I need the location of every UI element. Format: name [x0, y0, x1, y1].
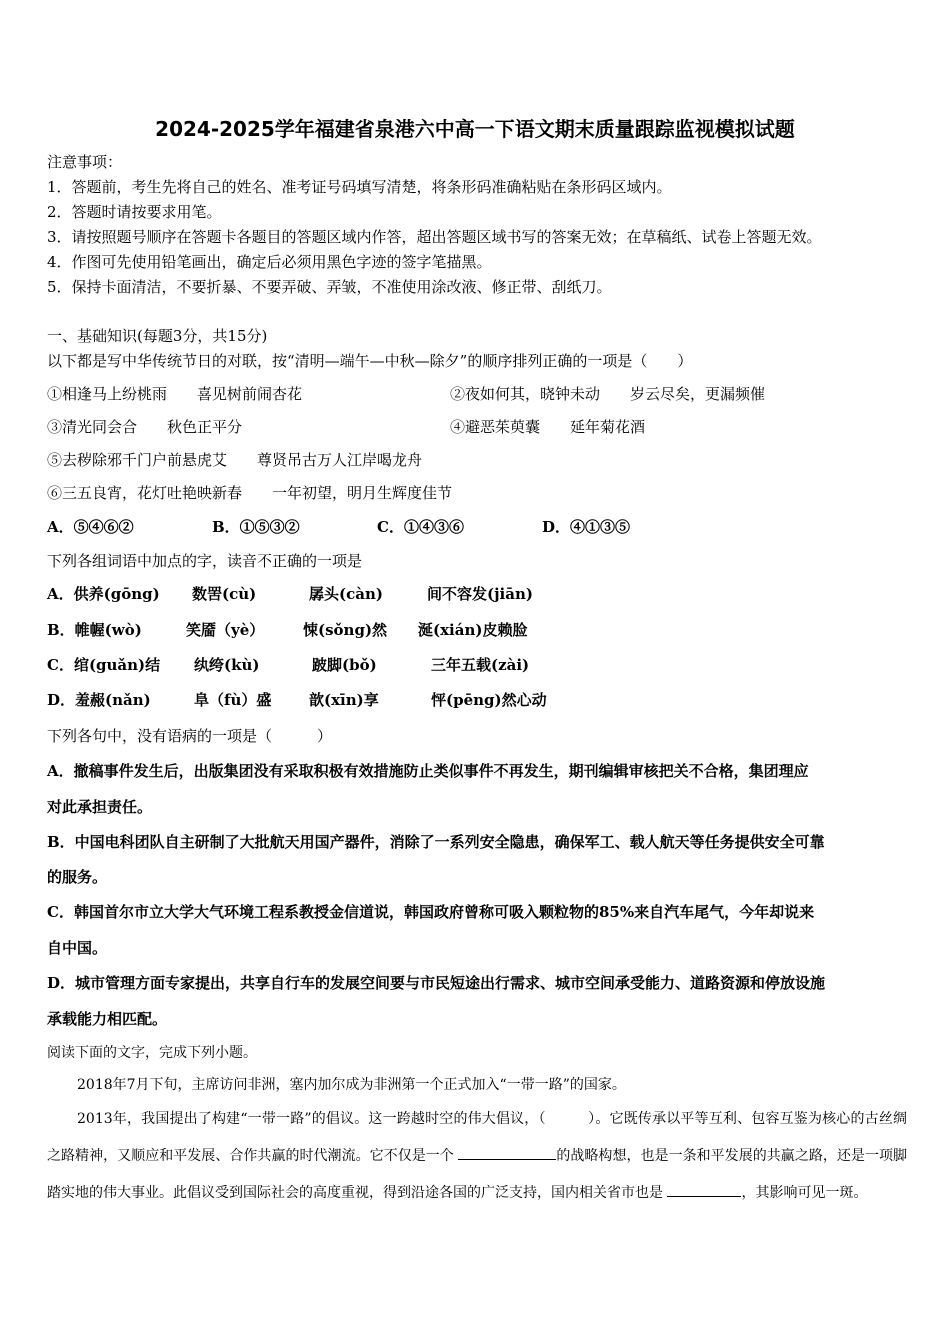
option-d: D．④①③⑤	[542, 518, 631, 536]
fill-blank[interactable]	[458, 1145, 556, 1160]
notice-item: 1．答题前，考生先将自己的姓名、准考证号码填写清楚，将条形码准确粘贴在条形码区域内。	[47, 178, 672, 196]
option-line: A．撤稿事件发生后，出版集团没有采取积极有效措施防止类似事件不再发生，期刊编辑审核把关不合格，集团理应	[47, 762, 809, 780]
notice-item: 2．答题时请按要求用笔。	[47, 203, 222, 221]
pinyin-item: 纨绔(kù)	[194, 656, 260, 674]
pinyin-item: 三年五载(zài)	[431, 656, 530, 674]
pinyin-item: A．供养(gōng)	[47, 585, 160, 603]
couplet: ⑤去秽除邪千门户前悬虎艾 尊贤吊古万人江岸喝龙舟	[47, 451, 423, 469]
pinyin-item: 跛脚(bǒ)	[312, 656, 377, 674]
pinyin-item: 孱头(càn)	[309, 585, 383, 603]
couplet: ③清光同会合 秋色正平分	[47, 418, 243, 436]
notice-item: 4．作图可先使用铅笔画出，确定后必须用黑色字迹的签字笔描黑。	[47, 253, 492, 271]
couplet-row	[47, 483, 452, 503]
page-title: 2024-2025学年福建省泉港六中高一下语文期末质量跟踪监视模拟试题	[155, 117, 795, 141]
pinyin-item: C．绾(guǎn)结	[47, 656, 161, 674]
option-line: D．城市管理方面专家提出，共享自行车的发展空间要与市民短途出行需求、城市空间承受能力、道路资源和停放设施	[47, 974, 826, 992]
couplet: ④避恶茱萸囊 延年菊花酒	[450, 418, 646, 436]
notice-item: 3．请按照题号顺序在答题卡各题目的答题区域内作答，超出答题区域书写的答案无效；在草稿纸、试卷上答题无效。	[47, 228, 822, 246]
pinyin-item: 笑靥（yè）	[186, 621, 265, 639]
couplet: ①相逢马上纷桃雨 喜见树前闹杏花	[47, 385, 303, 403]
option-line: C．韩国首尔市立大学大气环境工程系教授金信道说，韩国政府曾称可吸入颗粒物的85%来自汽车尾气，今年却说来	[47, 903, 815, 921]
couplet-row	[47, 384, 766, 404]
reading-paragraph	[47, 1101, 907, 1212]
reading-text: 的战略构想，也是一条和平发展的共赢之路，还是一项脚踏实地的伟大事业。此倡议受到国际社会的高度重视，得到沿途各国的广泛支持，国内相关省市也是	[47, 1148, 908, 1201]
option-line: 对此承担责任。	[47, 798, 153, 816]
couplet: ②夜如何其，晓钟未动 岁云尽矣，更漏频催	[450, 385, 766, 403]
couplet-row	[47, 417, 646, 437]
reading-intro: 阅读下面的文字，完成下列小题。	[47, 1045, 257, 1061]
reading-paragraph	[47, 1067, 907, 1104]
option-line: 承载能力相匹配。	[47, 1010, 168, 1028]
reading-text: 2013年，我国提出了构建“一带一路”的倡议。这一跨越时空的伟大倡议，（ ）。它既传承以平等互利、包容互鉴为核心的古丝绸之路精神，又顺应和平发展、合作共赢的时代潮流。它不仅是一个	[47, 1111, 907, 1164]
section-heading: 一、基础知识(每题3分，共15分)	[47, 327, 268, 345]
option-b: B．①⑤③②	[212, 518, 300, 536]
question-stem: 以下都是写中华传统节日的对联，按“清明—端午—中秋—除夕”的顺序排列正确的一项是（ ）	[47, 352, 693, 370]
pinyin-item: D．羞赧(nǎn)	[47, 691, 151, 709]
notice-item: 5．保持卡面清洁，不要折暴、不要弄破、弄皱，不准使用涂改液、修正带、刮纸刀。	[47, 278, 612, 296]
option-line: 的服务。	[47, 868, 108, 886]
notice-heading: 注意事项：	[47, 153, 123, 171]
pinyin-item: 阜（fù）盛	[194, 691, 272, 709]
pinyin-item: B．帷幄(wò)	[47, 621, 142, 639]
reading-text: 2018年7月下旬，主席访问非洲，塞内加尔成为非洲第一个正式加入“一带一路”的国家。	[77, 1077, 626, 1093]
pinyin-item: 悚(sǒng)然	[303, 621, 388, 639]
fill-blank[interactable]	[667, 1182, 741, 1197]
couplet: ⑥三五良宵，花灯吐艳映新春 一年初望，明月生辉度佳节	[47, 484, 453, 502]
pinyin-item: 间不容发(jiān)	[427, 585, 533, 603]
option-line: B．中国电科团队自主研制了大批航天用国产器件，消除了一系列安全隐患，确保军工、载人航天等任务提供安全可靠	[47, 833, 825, 851]
reading-text: ，其影响可见一斑。	[741, 1185, 868, 1201]
couplet-row	[47, 450, 422, 470]
pinyin-item: 数罟(cù)	[192, 585, 257, 603]
question-stem: 下列各组词语中加点的字，读音不正确的一项是	[47, 552, 363, 570]
option-c: C．①④③⑥	[377, 518, 464, 536]
question-stem: 下列各句中，没有语病的一项是（ ）	[47, 727, 333, 745]
option-line: 自中国。	[47, 939, 108, 957]
pinyin-item: 涎(xián)皮赖脸	[418, 621, 528, 639]
option-a: A．⑤④⑥②	[47, 518, 134, 536]
pinyin-item: 怦(pēng)然心动	[431, 691, 547, 709]
pinyin-item: 歆(xīn)享	[309, 691, 379, 709]
